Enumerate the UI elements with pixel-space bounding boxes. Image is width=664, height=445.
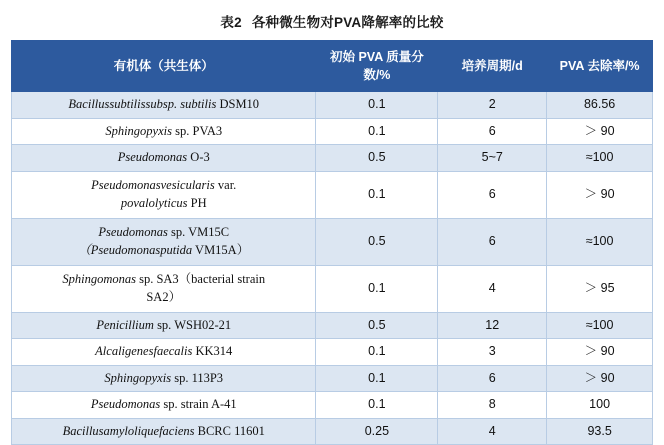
cell-mass-fraction: 0.1 xyxy=(316,365,438,392)
organism-name-italic: Pseudomonas xyxy=(90,397,161,412)
cell-organism xyxy=(12,365,316,392)
organism-name-italic: Sphingopyxis xyxy=(105,123,172,138)
cell-period: 2 xyxy=(438,92,547,119)
cell-period: 6 xyxy=(438,218,547,265)
table-row xyxy=(12,171,653,218)
cell-mass-fraction: 0.1 xyxy=(316,118,438,145)
table-header xyxy=(12,41,653,92)
cell-organism xyxy=(12,418,316,445)
cell-removal: ＞ 90 xyxy=(547,365,653,392)
cell-period: 6 xyxy=(438,118,547,145)
table-caption xyxy=(0,0,664,40)
table-row xyxy=(12,339,653,366)
organism-name-italic: povalolyticus xyxy=(120,195,188,210)
cell-mass-fraction: 0.1 xyxy=(316,171,438,218)
cell-organism xyxy=(12,392,316,419)
organism-name-italic: Sphingomonas xyxy=(62,272,136,287)
organism-name-roman: sp. PVA3 xyxy=(172,123,223,138)
cell-removal: ≈100 xyxy=(547,312,653,339)
column-header-mass-fraction: 初始 PVA 质量分数/% xyxy=(316,41,438,92)
cell-period: 4 xyxy=(438,418,547,445)
cell-mass-fraction: 0.5 xyxy=(316,218,438,265)
table-body xyxy=(12,92,653,445)
cell-mass-fraction: 0.1 xyxy=(316,339,438,366)
cell-removal: 100 xyxy=(547,392,653,419)
cell-mass-fraction: 0.5 xyxy=(316,145,438,172)
organism-name-roman: sp. 113P3 xyxy=(171,370,224,385)
cell-mass-fraction: 0.5 xyxy=(316,312,438,339)
cell-removal: ＞ 90 xyxy=(547,118,653,145)
cell-removal: ＞ 90 xyxy=(547,339,653,366)
table-header-row xyxy=(12,41,653,92)
pva-degradation-table xyxy=(11,40,653,445)
organism-name-italic: （Pseudomonasputida xyxy=(78,242,193,257)
table-row xyxy=(12,265,653,312)
cell-organism xyxy=(12,92,316,119)
table-row xyxy=(12,365,653,392)
table-row xyxy=(12,118,653,145)
cell-period: 6 xyxy=(438,365,547,392)
table-caption-text: 各种微生物对PVA降解率的比较 xyxy=(251,15,444,30)
organism-name-italic: Bacillusamyloliquefaciens xyxy=(62,423,195,438)
cell-period: 3 xyxy=(438,339,547,366)
cell-period: 5~7 xyxy=(438,145,547,172)
cell-period: 4 xyxy=(438,265,547,312)
organism-name-italic: Sphingopyxis xyxy=(104,370,172,385)
cell-removal: ＞ 95 xyxy=(547,265,653,312)
cell-period: 6 xyxy=(438,171,547,218)
column-header-organism: 有机体（共生体） xyxy=(12,41,316,92)
column-header-period: 培养周期/d xyxy=(438,41,547,92)
cell-removal: 93.5 xyxy=(547,418,653,445)
column-header-removal: PVA 去除率/% xyxy=(547,41,653,92)
cell-mass-fraction: 0.1 xyxy=(316,92,438,119)
cell-mass-fraction: 0.1 xyxy=(316,265,438,312)
organism-name-roman: SA2） xyxy=(146,289,182,304)
cell-mass-fraction: 0.25 xyxy=(316,418,438,445)
table-caption-number: 表2 xyxy=(220,15,242,30)
organism-name-roman: O-3 xyxy=(187,150,210,165)
cell-organism xyxy=(12,218,316,265)
table-row xyxy=(12,145,653,172)
table-row xyxy=(12,392,653,419)
cell-removal: ＞ 90 xyxy=(547,171,653,218)
organism-name-roman: var. xyxy=(214,178,237,193)
cell-period: 12 xyxy=(438,312,547,339)
table-row xyxy=(12,92,653,119)
organism-name-roman: KK314 xyxy=(192,344,233,359)
cell-organism xyxy=(12,312,316,339)
organism-name-roman: BCRC 11601 xyxy=(194,423,265,438)
cell-organism xyxy=(12,265,316,312)
organism-name-italic: Pseudomonas xyxy=(98,225,168,240)
table-container xyxy=(0,40,664,445)
organism-name-roman: sp. VM15C xyxy=(167,225,230,240)
cell-mass-fraction: 0.1 xyxy=(316,392,438,419)
organism-name-roman: DSM10 xyxy=(216,97,260,112)
organism-name-roman: PH xyxy=(187,195,207,210)
organism-name-roman: sp. strain A-41 xyxy=(160,397,237,412)
cell-organism xyxy=(12,145,316,172)
organism-name-roman: VM15A） xyxy=(192,242,250,257)
cell-period: 8 xyxy=(438,392,547,419)
organism-name-italic: Alcaligenesfaecalis xyxy=(95,344,193,359)
cell-removal: ≈100 xyxy=(547,145,653,172)
organism-name-italic: Bacillussubtilissubsp. subtilis xyxy=(68,97,217,112)
organism-name-italic: Pseudomonas xyxy=(117,150,188,165)
cell-organism xyxy=(12,339,316,366)
cell-organism xyxy=(12,118,316,145)
organism-name-roman: sp. SA3（bacterial strain xyxy=(135,272,266,287)
organism-name-roman: sp. WSH02-21 xyxy=(153,317,232,332)
cell-removal: 86.56 xyxy=(547,92,653,119)
table-row xyxy=(12,418,653,445)
organism-name-italic: Penicillium xyxy=(96,317,154,332)
organism-name-italic: Pseudomonasvesicularis xyxy=(91,178,215,193)
cell-removal: ≈100 xyxy=(547,218,653,265)
table-row xyxy=(12,218,653,265)
table-row xyxy=(12,312,653,339)
cell-organism xyxy=(12,171,316,218)
